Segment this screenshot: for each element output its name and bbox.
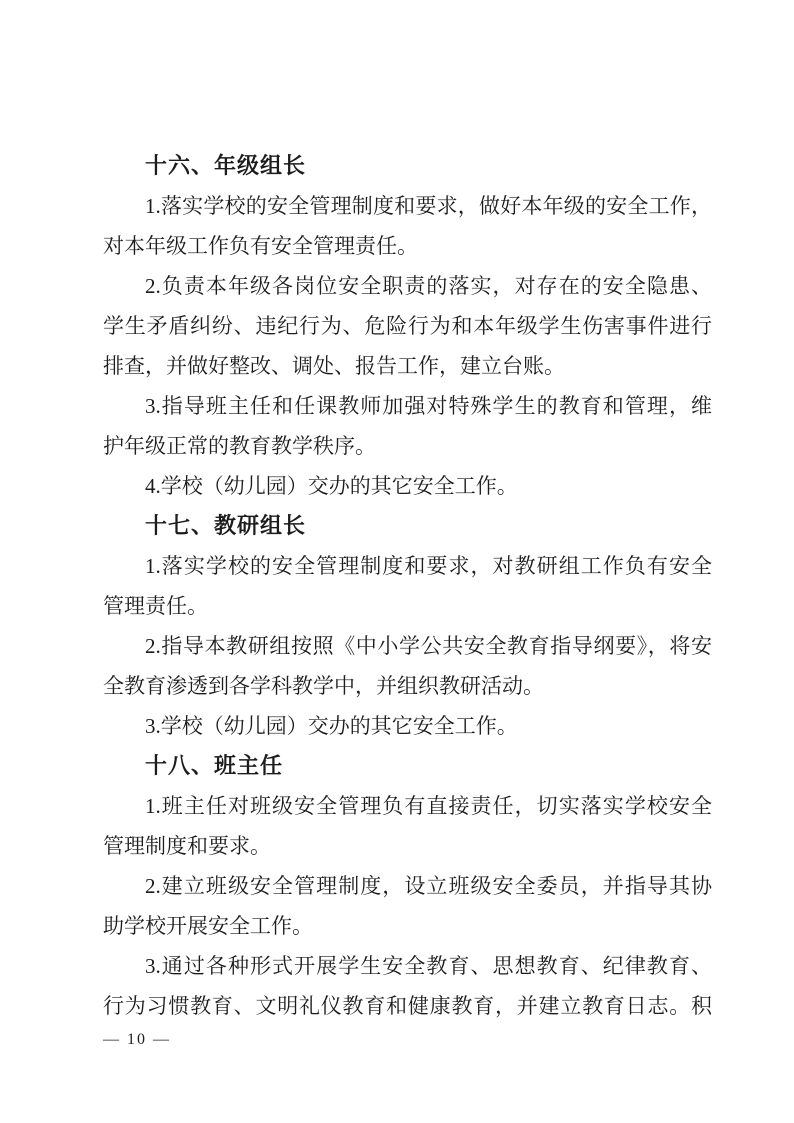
section-18	[103, 746, 712, 1026]
paragraph	[103, 866, 712, 946]
text-line: 1.落实学校的安全管理制度和要求，对教研组工作负有安全	[145, 554, 712, 578]
text-line: 2.指导本教研组按照《中小学公共安全教育指导纲要》，将安	[145, 634, 712, 658]
text-line: 护年级正常的教育教学秩序。	[103, 434, 376, 458]
text-line: 3.指导班主任和任课教师加强对特殊学生的教育和管理，维	[145, 394, 712, 418]
text-line: 管理制度和要求。	[103, 834, 271, 858]
text-line: 助学校开展安全工作。	[103, 914, 313, 938]
text-line: 对本年级工作负有安全管理责任。	[103, 234, 418, 258]
paragraph	[103, 786, 712, 866]
section-16	[103, 146, 712, 506]
paragraph	[103, 626, 712, 706]
paragraph	[103, 706, 712, 746]
text-line: 行为习惯教育、文明礼仪教育和健康教育，并建立教育日志。积	[103, 994, 712, 1018]
paragraph	[103, 946, 712, 1026]
text-line: 1.落实学校的安全管理制度和要求，做好本年级的安全工作，	[145, 194, 712, 218]
text-line: 排查，并做好整改、调处、报告工作，建立台账。	[103, 354, 565, 378]
text-line: 管理责任。	[103, 594, 208, 618]
paragraph	[103, 386, 712, 466]
text-line: 3.学校（幼儿园）交办的其它安全工作。	[145, 714, 518, 738]
section-17	[103, 506, 712, 746]
paragraph	[103, 266, 712, 386]
section-heading: 十六、年级组长	[145, 153, 307, 178]
section-heading: 十八、班主任	[145, 753, 284, 778]
text-line: 2.负责本年级各岗位安全职责的落实，对存在的安全隐患、	[145, 274, 712, 298]
text-line: 2.建立班级安全管理制度，设立班级安全委员，并指导其协	[145, 874, 712, 898]
section-heading: 十七、教研组长	[145, 513, 307, 538]
page-number: — 10 —	[103, 1031, 171, 1048]
document-body	[103, 146, 712, 1026]
text-line: 1.班主任对班级安全管理负有直接责任，切实落实学校安全	[145, 794, 712, 818]
text-line: 学生矛盾纠纷、违纪行为、危险行为和本年级学生伤害事件进行	[103, 314, 712, 338]
paragraph	[103, 186, 712, 266]
paragraph	[103, 466, 712, 506]
paragraph	[103, 546, 712, 626]
text-line: 全教育渗透到各学科教学中，并组织教研活动。	[103, 674, 544, 698]
text-line: 4.学校（幼儿园）交办的其它安全工作。	[145, 474, 518, 498]
text-line: 3.通过各种形式开展学生安全教育、思想教育、纪律教育、	[145, 954, 712, 978]
